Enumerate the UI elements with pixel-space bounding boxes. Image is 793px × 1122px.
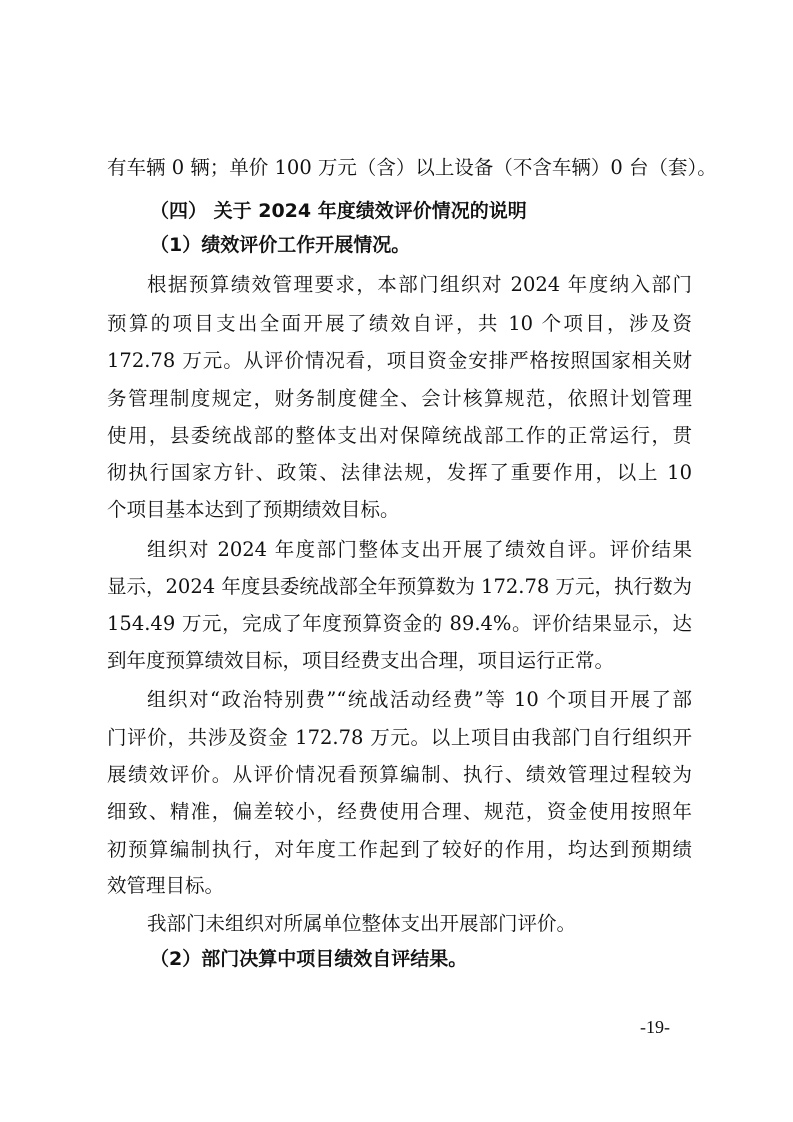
paragraph-line: 彻执行国家方针、政策、法律法规，发挥了重要作用，以上 10 [107,461,692,484]
paragraph-line: 展绩效评价。从评价情况看预算编制、执行、绩效管理过程较为 [107,763,692,786]
paragraph-line: 组织对 2024 年度部门整体支出开展了绩效自评。评价结果 [147,538,692,561]
paragraph-line: 门评价，共涉及资金 172.78 万元。以上项目由我部门自行组织开 [107,726,692,749]
paragraph-line: 154.49 万元，完成了年度预算资金的 89.4%。评价结果显示，达 [107,612,692,635]
paragraph-line: 细致、精准，偏差较小，经费使用合理、规范，资金使用按照年 [107,800,692,823]
paragraph-line: 务管理制度规定，财务制度健全、会计核算规范，依照计划管理 [107,387,692,410]
paragraph-line: 我部门未组织对所属单位整体支出开展部门评价。 [147,912,577,935]
paragraph-line: 个项目基本达到了预期绩效目标。 [107,498,400,521]
paragraph-line: 有车辆 0 辆；单价 100 万元（含）以上设备（不含车辆）0 台（套）。 [107,156,717,179]
paragraph-line: 根据预算绩效管理要求，本部门组织对 2024 年度纳入部门 [147,273,692,296]
paragraph-line: 预算的项目支出全面开展了绩效自评，共 10 个项目，涉及资 [107,312,692,335]
page-number: -19- [640,1017,670,1037]
subsection-heading: （1）绩效评价工作开展情况。 [150,234,411,256]
section-heading: （四） 关于 2024 年度绩效评价情况的说明 [150,200,527,222]
paragraph-line: 使用，县委统战部的整体支出对保障统战部工作的正常运行，贯 [107,424,692,447]
paragraph-line: 效管理目标。 [107,874,225,897]
paragraph-line: 初预算编制执行，对年度工作起到了较好的作用，均达到预期绩 [107,838,692,861]
paragraph-line: 显示，2024 年度县委统战部全年预算数为 172.78 万元，执行数为 [107,575,692,598]
paragraph-line: 到年度预算绩效目标，项目经费支出合理，项目运行正常。 [107,649,615,672]
paragraph-line: 172.78 万元。从评价情况看，项目资金安排严格按照国家相关财 [107,349,692,372]
subsection-heading: （2）部门决算中项目绩效自评结果。 [150,948,468,970]
paragraph-line: 组织对“政治特别费”“统战活动经费”等 10 个项目开展了部 [147,688,692,711]
